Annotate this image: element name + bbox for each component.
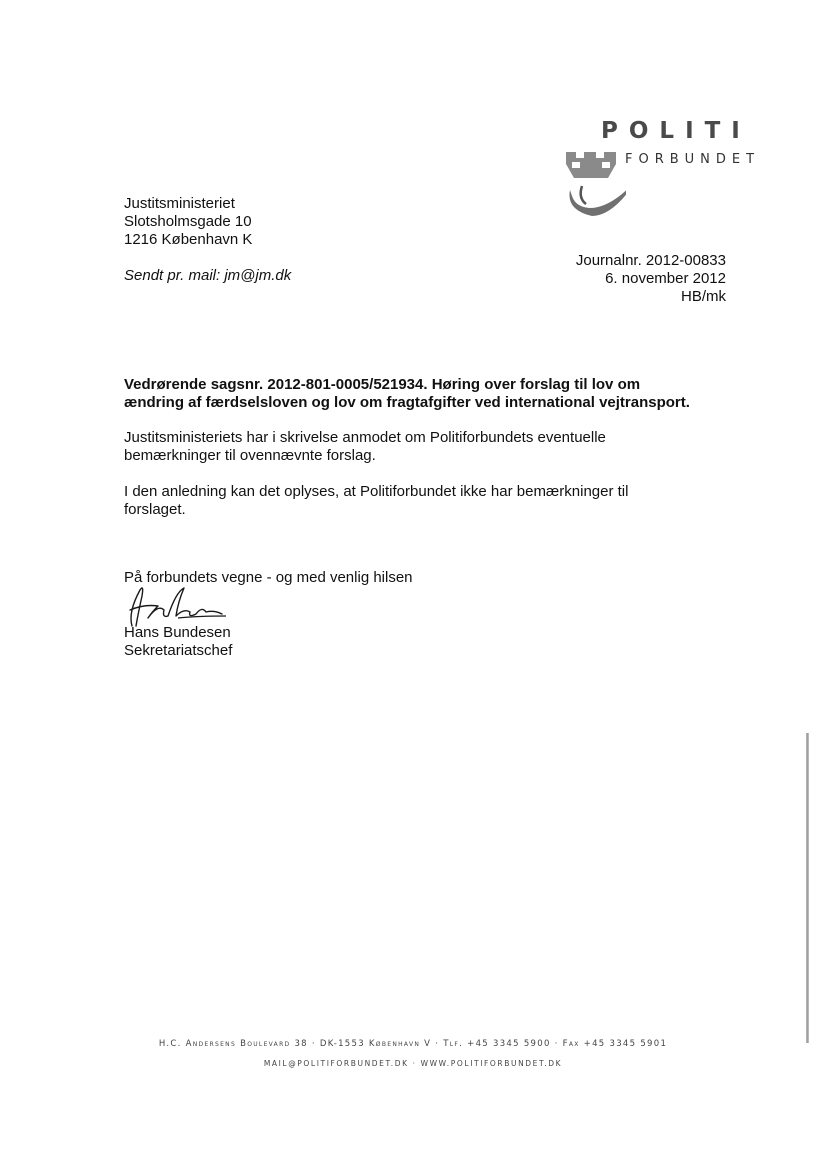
signer-title: Sekretariatschef [124, 642, 233, 659]
closing-greeting: På forbundets vegne - og med venlig hilsen [124, 569, 413, 586]
logo-subtitle: FORBUNDET [625, 152, 761, 167]
initials: HB/mk [681, 288, 726, 305]
sent-by-mail-note: Sendt pr. mail: jm@jm.dk [124, 267, 292, 284]
paragraph-1 [124, 429, 724, 465]
paragraph-2-line-2: forslaget. [124, 501, 186, 518]
letter-subject [124, 376, 764, 412]
recipient-name: Justitsministeriet [124, 195, 235, 212]
recipient-address [124, 195, 252, 249]
subject-line-2: ændring af færdselsloven og lov om fragtafgifter ved international vejtransport. [124, 394, 690, 411]
letter-date: 6. november 2012 [605, 270, 726, 287]
footer-contact: MAIL@POLITIFORBUNDET.DK · WWW.POLITIFORBUNDET.DK [263, 1059, 563, 1068]
subject-line-1: Vedrørende sagsnr. 2012-801-0005/521934. Høring over forslag til lov om [124, 376, 641, 393]
scan-edge-artifact [806, 733, 809, 1043]
police-crown-emblem-icon [562, 150, 626, 227]
recipient-city: 1216 København K [124, 231, 253, 248]
paragraph-1-line-1: Justitsministeriets har i skrivelse anmodet om Politiforbundets eventuelle [124, 429, 606, 446]
signer-name: Hans Bundesen [124, 624, 231, 641]
paragraph-2 [124, 483, 724, 519]
journal-number: Journalnr. 2012-00833 [575, 252, 726, 269]
logo-wordmark: POLITI [601, 118, 751, 144]
footer-address: H.C. Andersens Boulevard 38 · DK-1553 København V · Tlf. +45 3345 5900 · Fax +45 3345 5901 [158, 1039, 668, 1049]
recipient-street: Slotsholmsgade 10 [124, 213, 252, 230]
reference-block [576, 252, 726, 306]
signer-block [124, 624, 232, 660]
paragraph-1-line-2: bemærkninger til ovennævnte forslag. [124, 447, 376, 464]
paragraph-2-line-1: I den anledning kan det oplyses, at Politiforbundet ikke har bemærkninger til [124, 483, 629, 500]
